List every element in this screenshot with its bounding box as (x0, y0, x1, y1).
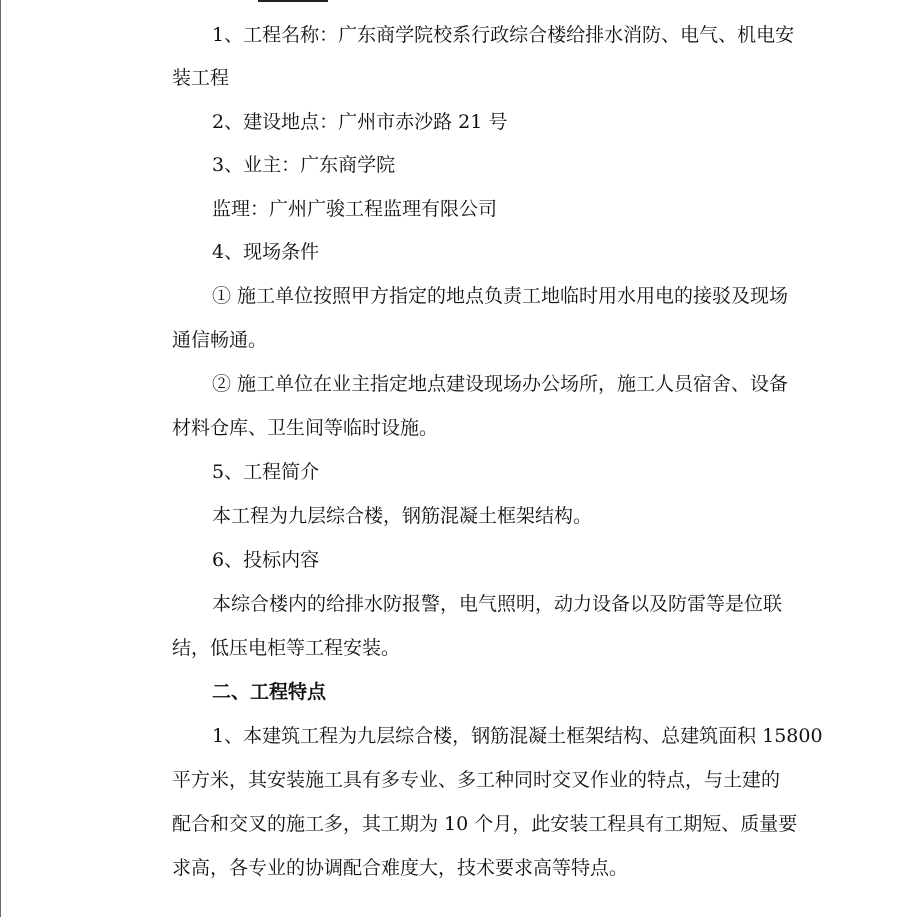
owner-line: 3、业主：广东商学院 (212, 154, 396, 176)
supervision-line: 监理：广州广骏工程监理有限公司 (212, 198, 498, 220)
feature-paragraph-line-4: 求高，各专业的协调配合难度大，技术要求高等特点。 (172, 857, 629, 879)
feature-paragraph-line-3: 配合和交叉的施工多，其工期为 10 个月，此安装工程具有工期短、质量要 (172, 813, 798, 835)
project-overview-text: 本工程为九层综合楼，钢筋混凝土框架结构。 (212, 505, 593, 527)
feature-paragraph-line-2: 平方米，其安装施工具有多专业、多工种同时交叉作业的特点，与土建的 (172, 769, 781, 791)
site-condition-item-2: ② 施工单位在业主指定地点建设现场办公场所，施工人员宿舍、设备 (212, 373, 789, 395)
feature-paragraph-line-1: 1、本建筑工程为九层综合楼，钢筋混凝土框架结构、总建筑面积 15800 (212, 725, 823, 747)
top-cut-text-fragment (258, 0, 328, 2)
section-heading-project-features: 二、工程特点 (212, 681, 327, 703)
project-name-line: 1、工程名称：广东商学院校系行政综合楼给排水消防、电气、机电安 (212, 24, 795, 46)
bid-content-text: 本综合楼内的给排水防报警，电气照明，动力设备以及防雷等是位联 (212, 593, 783, 615)
site-conditions-heading: 4、现场条件 (212, 241, 320, 263)
bid-content-heading: 6、投标内容 (212, 549, 320, 571)
site-condition-item-1-continuation: 通信畅通。 (172, 329, 268, 351)
project-overview-heading: 5、工程简介 (212, 461, 320, 483)
construction-site-line: 2、建设地点：广州市赤沙路 21 号 (212, 111, 508, 133)
site-condition-item-1: ① 施工单位按照甲方指定的地点负责工地临时用水用电的接驳及现场 (212, 285, 789, 307)
bid-content-text-continuation: 结，低压电柜等工程安装。 (172, 637, 401, 659)
site-condition-item-2-continuation: 材料仓库、卫生间等临时设施。 (172, 417, 439, 439)
project-name-continuation: 装工程 (172, 67, 230, 89)
